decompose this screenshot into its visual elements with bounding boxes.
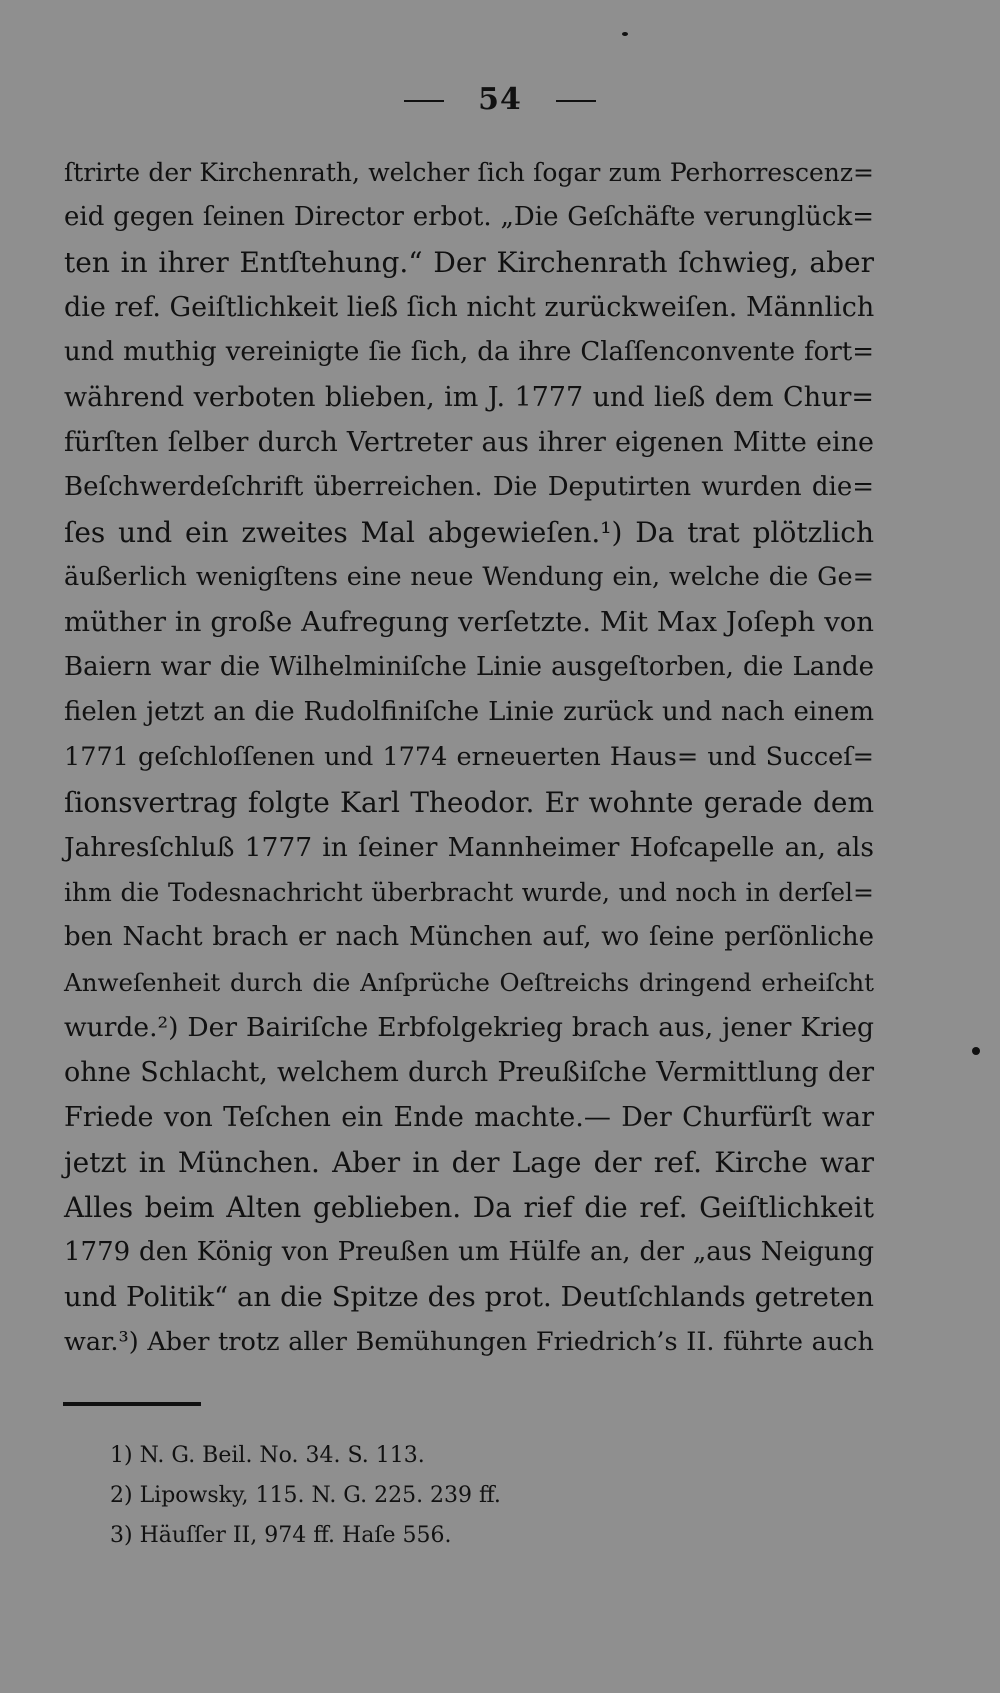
text-line: wurde.²) Der Bairiſche Erbfolgekrieg brach aus, jener Krieg (64, 1012, 874, 1043)
text-line: und muthig vereinigte ſie ſich, da ihre Claſſenconvente fort= (64, 337, 874, 367)
footnote: 3) Häuſſer II, 974 ff. Haſe 556. (110, 1523, 452, 1548)
text-line: ohne Schlacht, welchem durch Preußiſche Vermittlung der (64, 1057, 874, 1088)
text-line: ben Nacht brach er nach München auf, wo ſeine perſönliche (64, 922, 874, 952)
text-line: ſtrirte der Kirchenrath, welcher ſich ſogar zum Perhorrescenz= (64, 158, 874, 187)
text-line: jetzt in München. Aber in der Lage der ref. Kirche war (64, 1146, 874, 1179)
footnote-separator (63, 1402, 201, 1406)
text-line: war.³) Aber trotz aller Bemühungen Friedrich’s II. führte auch (64, 1327, 874, 1357)
text-line: Anweſenheit durch die Anſprüche Oeſtreichs dringend erheiſcht (64, 968, 874, 997)
text-line: 1779 den König von Preußen um Hülfe an, der „aus Neigung (64, 1237, 874, 1267)
text-line: ſes und ein zweites Mal abgewieſen.¹) Da trat plötzlich (64, 516, 874, 549)
text-line: Alles beim Alten geblieben. Da rief die ref. Geiſtlichkeit (64, 1191, 874, 1224)
text-line: die ref. Geiſtlichkeit ließ ſich nicht zurückweiſen. Männlich (64, 292, 875, 323)
text-line: während verboten blieben, im J. 1777 und ließ dem Chur= (64, 382, 874, 413)
text-line: äußerlich wenigſtens eine neue Wendung ein, welche die Ge= (64, 562, 874, 592)
text-line: ſionsvertrag folgte Karl Theodor. Er wohnte gerade dem (64, 786, 874, 819)
text-line: Friede von Teſchen ein Ende machte.— Der Churfürſt war (64, 1102, 874, 1133)
header-dash-left (404, 100, 444, 102)
text-line: Jahresſchluß 1777 in ſeiner Mannheimer Hofcapelle an, als (64, 832, 874, 863)
scan-speck (972, 1047, 980, 1055)
text-line: Beſchwerdeſchrift überreichen. Die Deputirten wurden die= (64, 472, 874, 502)
body-text (64, 150, 874, 1365)
footnote: 2) Lipowsky, 115. N. G. 225. 239 ff. (110, 1483, 501, 1508)
text-line: und Politik“ an die Spitze des prot. Deutſchlands getreten (64, 1281, 874, 1313)
text-line: fürſten ſelber durch Vertreter aus ihrer eigenen Mitte eine (64, 427, 874, 458)
text-line: ihm die Todesnachricht überbracht wurde, und noch in derſel= (64, 878, 874, 907)
scan-speck (622, 32, 628, 36)
text-line: Baiern war die Wilhelminiſche Linie ausgeſtorben, die Lande (64, 652, 874, 682)
page-header (0, 82, 1000, 117)
footnotes (110, 1436, 750, 1556)
text-line: eid gegen ſeinen Director erbot. „Die Geſchäfte verunglück= (64, 202, 874, 232)
text-line: 1771 geſchloſſenen und 1774 erneuerten Haus= und Succeſ= (64, 742, 874, 772)
text-line: fielen jetzt an die Rudolfiniſche Linie zurück und nach einem (64, 697, 874, 727)
text-line: müther in große Aufregung verſetzte. Mit Max Joſeph von (64, 606, 874, 638)
text-line: ten in ihrer Entſtehung.“ Der Kirchenrath ſchwieg, aber (64, 246, 874, 279)
page-number: 54 (478, 82, 522, 117)
footnote: 1) N. G. Beil. No. 34. S. 113. (110, 1443, 425, 1468)
header-dash-right (556, 100, 596, 102)
